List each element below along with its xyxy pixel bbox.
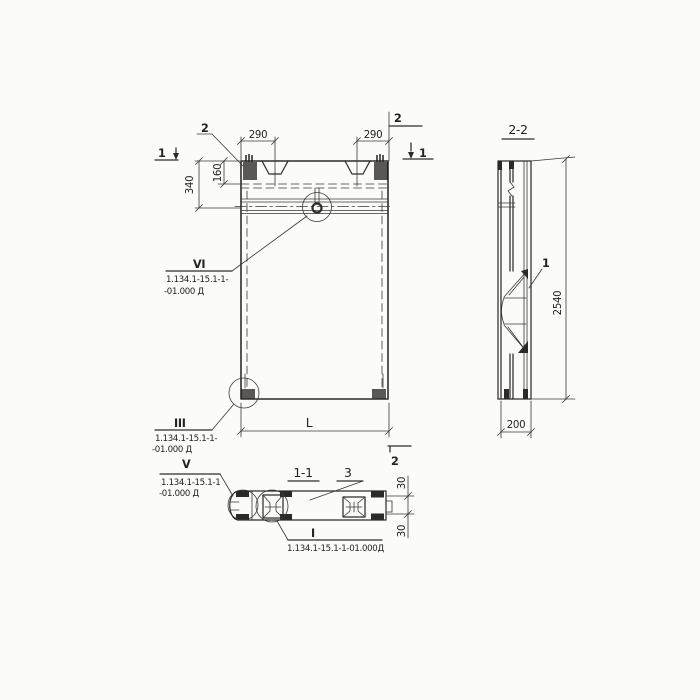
dim-340: 340 bbox=[185, 175, 196, 195]
callout-v-label: V bbox=[182, 458, 191, 471]
dim-30-bottom: 30 bbox=[397, 524, 408, 538]
callout-iii-ref1: 1.134.1-15.1-1- bbox=[155, 434, 218, 444]
detail-circle-vi bbox=[303, 193, 332, 222]
callout-i bbox=[277, 521, 384, 554]
callout-iii-ref2: -01.000 Д bbox=[152, 445, 192, 455]
callout-vi bbox=[164, 216, 307, 297]
callout-vi-ref2: -01.000 Д bbox=[164, 287, 204, 297]
section-marker-2-bottom: 2 bbox=[391, 455, 399, 468]
section-title: 1-1 bbox=[293, 465, 313, 480]
callout-i-ref: 1.134.1-15.1-1-01.000Д bbox=[287, 544, 384, 554]
callout-vi-label: VI bbox=[193, 258, 206, 271]
dim-160: 160 bbox=[213, 163, 224, 183]
dim-length: L bbox=[305, 415, 313, 430]
dim-30-top: 30 bbox=[397, 476, 408, 490]
callout-iii bbox=[152, 404, 234, 455]
side-view bbox=[498, 122, 576, 438]
hatch-bottom-left bbox=[242, 389, 254, 399]
dim-290-right: 290 bbox=[363, 130, 383, 141]
hatch-bottom-right bbox=[373, 389, 385, 399]
callout-iii-label: III bbox=[174, 417, 186, 430]
callout-v bbox=[159, 458, 233, 499]
callout-i-label: I bbox=[311, 527, 315, 540]
dim-200: 200 bbox=[506, 420, 526, 431]
front-view-linework bbox=[229, 154, 391, 408]
section-1-1 bbox=[228, 465, 414, 538]
section-marker-2-top: 2 bbox=[394, 112, 402, 125]
callout-v-ref1: 1.134.1-15.1-1 bbox=[161, 478, 221, 488]
callout-v-ref2: -01.000 Д bbox=[159, 489, 199, 499]
side-view-part-label: 1 bbox=[542, 257, 550, 270]
hatch-top-left bbox=[244, 154, 256, 180]
section-marker-1-left: 1 bbox=[158, 147, 166, 160]
section-part-label: 3 bbox=[344, 465, 352, 480]
hatch-top-right bbox=[375, 154, 387, 180]
side-view-title: 2-2 bbox=[508, 122, 528, 137]
lifting-loop-label: 2 bbox=[201, 122, 209, 135]
section-marker-1-right: 1 bbox=[419, 147, 427, 160]
trapezoid-recess-right bbox=[345, 161, 370, 174]
dim-2540: 2540 bbox=[553, 290, 564, 316]
dim-290-left: 290 bbox=[248, 130, 268, 141]
callout-vi-ref1: 1.134.1-15.1-1- bbox=[166, 275, 229, 285]
